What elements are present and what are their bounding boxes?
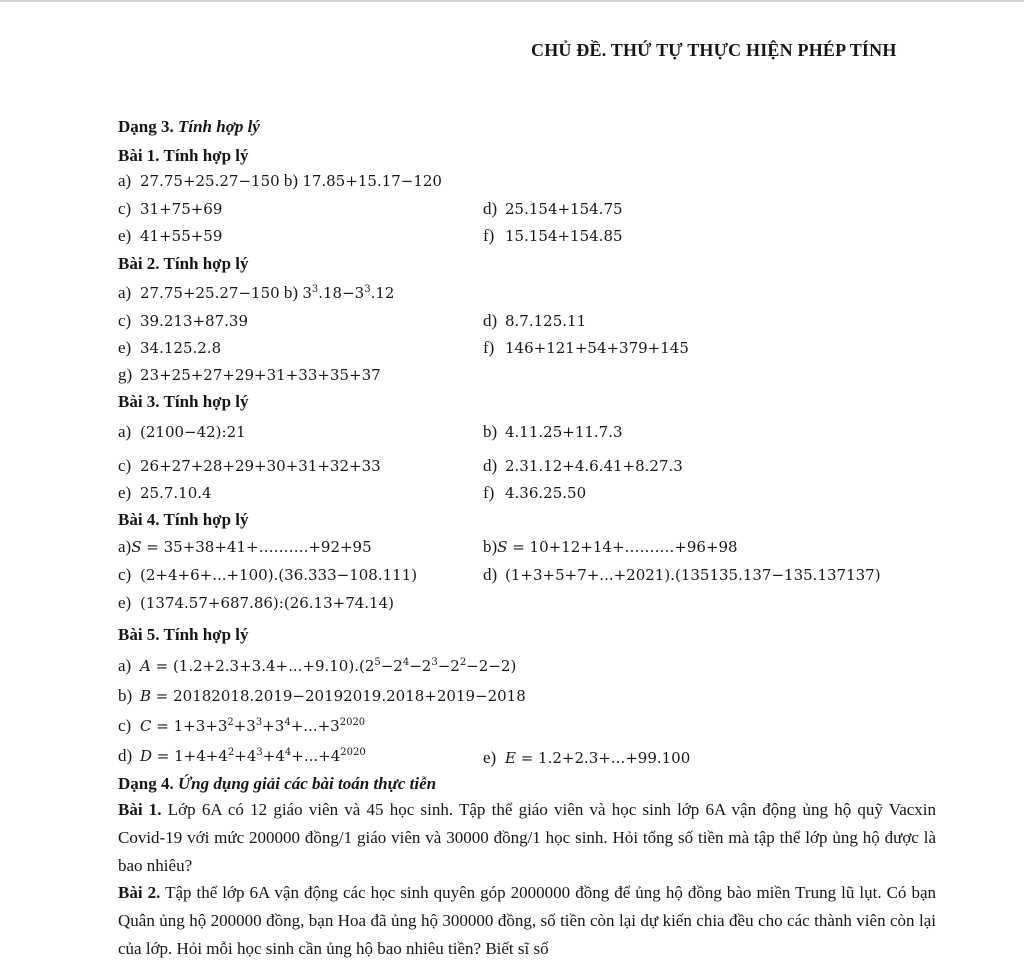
- section-name: Ứng dụng giải các bài toán thực tiễn: [177, 774, 437, 793]
- exercise-1-item-a: a) 27.75+25.27−150 b) 17.85+15.17−120: [118, 171, 442, 190]
- section-name: Tính hợp lý: [177, 117, 260, 136]
- exercise-5-item-b: b) B = 20182018.2019−20192019.2018+2019−2018: [118, 686, 526, 705]
- exercise-1-item-e: e) 41+55+59: [118, 226, 223, 245]
- exercise-3-heading: Bài 3. Tính hợp lý: [118, 392, 249, 411]
- section-number: Dạng 4.: [118, 774, 174, 793]
- exercise-1-item-f: f) 15.154+154.85: [483, 226, 623, 245]
- exercise-1-item-d: d) 25.154+154.75: [483, 199, 623, 218]
- word-problem-2: Bài 2. Tập thể lớp 6A vận động các học sinh quyên góp 2000000 đồng để ủng hộ đồng bào miền Trung lũ lụt. Có bạn Quân ủng hộ 200000 đồng, bạn Hoa đã ủng hộ 300000 đồng, số tiền còn lại dự kiến chia đều cho các thành viên còn lại của lớp. Hỏi mỗi học sinh cần ủng hộ bao nhiêu tiền? Biết sĩ số: [118, 883, 936, 958]
- exercise-5-item-d: d) $D = 1+4+4^2+4^3+4^4+...+4^{2020}$: [118, 746, 366, 765]
- exercise-4-heading: Bài 4. Tính hợp lý: [118, 510, 249, 529]
- exercise-3-item-a: a) (2100−42):21: [118, 422, 246, 441]
- exercise-4-item-d: d) (1+3+5+7+...+2021).(135135.137−135.137137): [483, 565, 881, 584]
- exercise-3-item-f: f) 4.36.25.50: [483, 483, 587, 502]
- exercise-5-heading: Bài 5. Tính hợp lý: [118, 625, 249, 644]
- exercise-1-heading: Bài 1. Tính hợp lý: [118, 146, 249, 165]
- exercise-5-item-c: c) $C = 1+3+3^2+3^3+3^4+...+3^{2020}$: [118, 716, 366, 735]
- exercise-3-item-b: b) 4.11.25+11.7.3: [483, 422, 623, 441]
- exercise-3-item-e: e) 25.7.10.4: [118, 483, 212, 502]
- exercise-2-item-e: e) 34.125.2.8: [118, 338, 222, 357]
- section-heading-dang3: [118, 116, 260, 138]
- exercise-2-item-d: d) 8.7.125.11: [483, 311, 587, 330]
- exercise-4-item-c: c) (2+4+6+...+100).(36.333−108.111): [118, 565, 418, 584]
- exercise-1-item-c: c) 31+75+69: [118, 199, 223, 218]
- exercise-3-item-d: d) 2.31.12+4.6.41+8.27.3: [483, 456, 683, 475]
- exercise-2-heading: Bài 2. Tính hợp lý: [118, 254, 249, 273]
- section-heading-dang4: [118, 773, 436, 795]
- top-border: [0, 0, 1024, 2]
- page-title: CHỦ ĐỀ. THỨ TỰ THỰC HIỆN PHÉP TÍNH: [531, 40, 897, 60]
- exercise-4-item-b: b)S = 10+12+14+……….+96+98: [483, 537, 738, 556]
- exercise-4-item-e: e) (1374.57+687.86):(26.13+74.14): [118, 593, 394, 612]
- word-problem-1: Bài 1. Lớp 6A có 12 giáo viên và 45 học sinh. Tập thể giáo viên và học sinh lớp 6A vận động ủng hộ quỹ Vacxin Covid-19 với mức 200000 đồng/1 giáo viên và 30000 đồng/1 học sinh. Hỏi tổng số tiền mà tập thể lớp ủng hộ được là bao nhiêu?: [118, 800, 937, 875]
- exercise-5-item-a: a) $A = (1.2+2.3+3.4+...+9.10).(2^5-2^4-2^3-2^2-2-2)$: [118, 656, 517, 675]
- exercise-3-item-c: c) 26+27+28+29+30+31+32+33: [118, 456, 381, 475]
- exercise-5-item-e: e) E = 1.2+2.3+...+99.100: [483, 748, 691, 767]
- exercise-2-item-a: a) 27.75+25.27−150 b) $3^3.18-3^3.12$: [118, 283, 395, 302]
- section-number: Dạng 3.: [118, 117, 174, 136]
- exercise-2-item-f: f) 146+121+54+379+145: [483, 338, 689, 357]
- exercise-2-item-c: c) 39.213+87.39: [118, 311, 248, 330]
- exercise-2-item-g: g) 23+25+27+29+31+33+35+37: [118, 365, 381, 384]
- exercise-4-item-a: a)S = 35+38+41+……….+92+95: [118, 537, 372, 556]
